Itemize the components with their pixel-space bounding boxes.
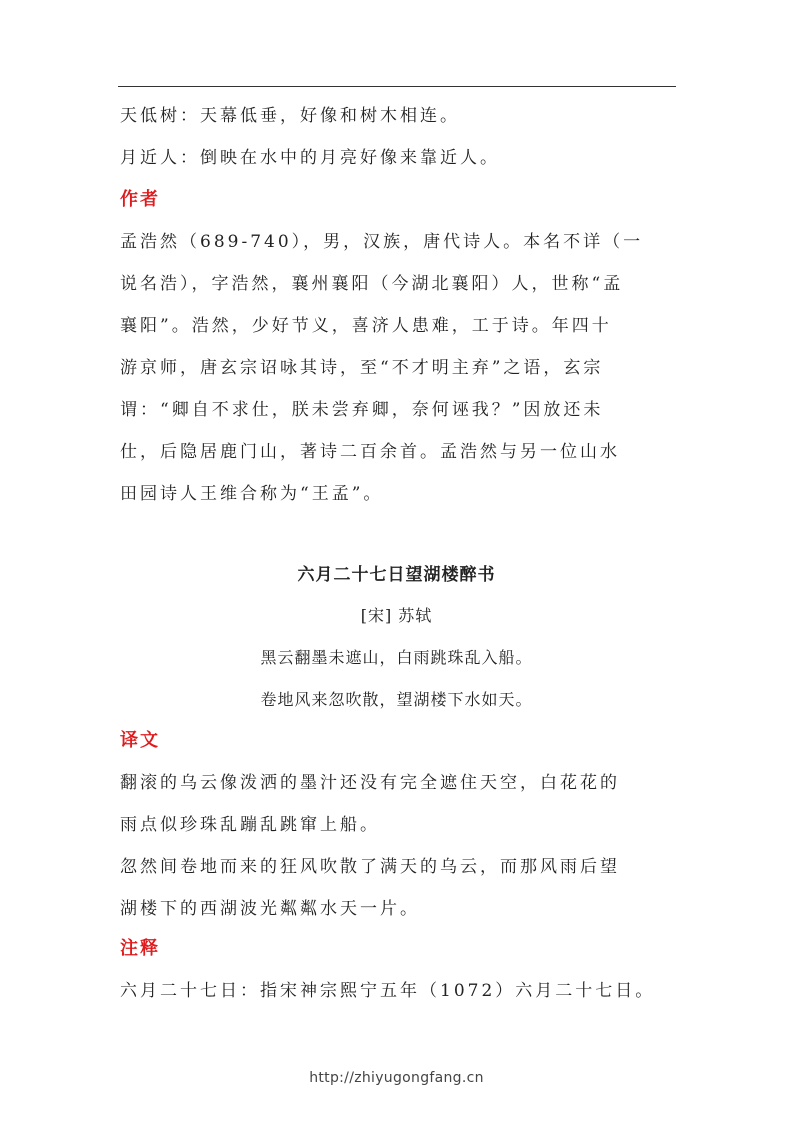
author-line: 游京师，唐玄宗诏咏其诗，至“不才明主弃”之语，玄宗 (120, 358, 604, 378)
annotation-line: 六月二十七日：指宋神宗熙宁五年（1072）六月二十七日。 (120, 981, 656, 1001)
poem-line: 黑云翻墨未遮山，白雨跳珠乱入船。 (260, 648, 533, 667)
author-line: 襄阳”。浩然，少好节义，喜济人患难，工于诗。年四十 (120, 316, 612, 336)
annotation-heading: 注释 (120, 938, 160, 959)
author-line: 仕，后隐居鹿门山，著诗二百余首。孟浩然与另一位山水 (120, 442, 620, 462)
translation-line: 湖楼下的西湖波光粼粼水天一片。 (120, 899, 420, 919)
note-line: 月近人：倒映在水中的月亮好像来靠近人。 (120, 148, 500, 168)
note-line: 天低树：天幕低垂，好像和树木相连。 (120, 106, 460, 126)
author-line: 谓：“卿自不求仕，朕未尝弃卿，奈何诬我？”因放还未 (120, 400, 604, 420)
poem-line: 卷地风来忽吹散，望湖楼下水如天。 (260, 690, 533, 709)
translation-line: 翻滚的乌云像泼洒的墨汁还没有完全遮住天空，白花花的 (120, 773, 620, 793)
header-rule (118, 86, 676, 87)
footer-url[interactable]: http://zhiyugongfang.cn (309, 1070, 484, 1086)
translation-line: 雨点似珍珠乱蹦乱跳窜上船。 (120, 815, 380, 835)
author-line: 田园诗人王维合称为“王孟”。 (120, 484, 384, 504)
poem-title: 六月二十七日望湖楼醉书 (297, 565, 496, 585)
poem-author: [宋] 苏轼 (360, 606, 433, 625)
author-line: 孟浩然（689-740），男，汉族，唐代诗人。本名不详（一 (120, 232, 644, 252)
translation-heading: 译文 (120, 730, 160, 751)
author-heading: 作者 (120, 189, 160, 210)
author-line: 说名浩），字浩然，襄州襄阳（今湖北襄阳）人，世称“孟 (120, 274, 624, 294)
translation-line: 忽然间卷地而来的狂风吹散了满天的乌云，而那风雨后望 (120, 857, 620, 877)
